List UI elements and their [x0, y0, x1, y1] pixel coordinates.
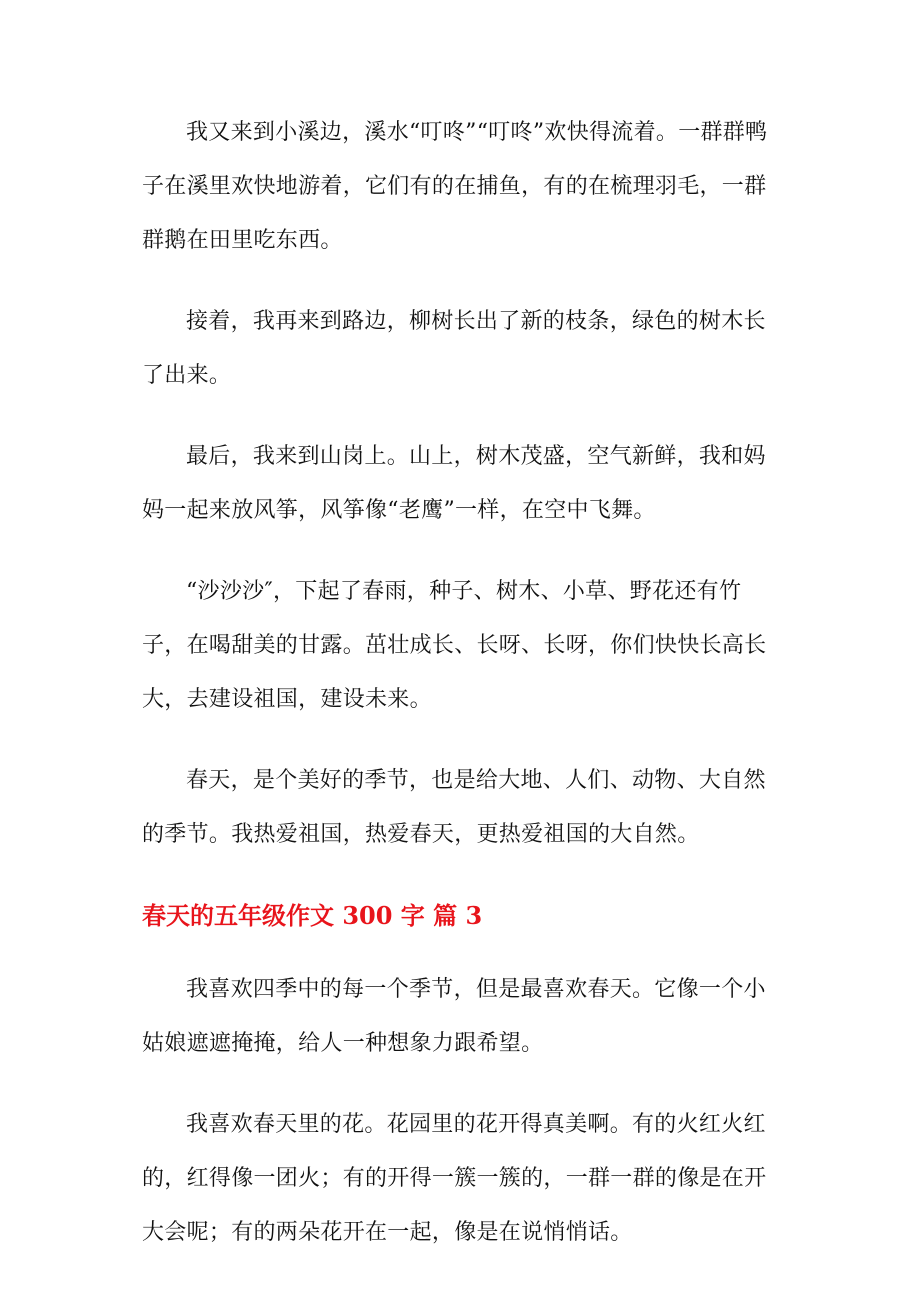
paragraph-hill: 最后，我来到山岗上。山上，树木茂盛，空气新鲜，我和妈妈一起来放风筝，风筝像“老鹰”一样，在空中飞舞。 [142, 444, 766, 523]
paragraph-flowers: 我喜欢春天里的花。花园里的花开得真美啊。有的火红火红的，红得像一团火；有的开得一簇一簇的，一群一群的像是在开大会呢；有的两朵花开在一起，像是在说悄悄话。 [142, 1112, 767, 1245]
document-page [142, 106, 778, 1287]
paragraph-stream: 我又来到小溪边，溪水“叮咚”“叮咚”欢快得流着。一群群鸭子在溪里欢快地游着，它们有的在捕鱼，有的在梳理羽毛，一群群鹅在田里吃东西。 [142, 120, 768, 253]
paragraph-spring-rain: “沙沙沙″，下起了春雨，种子、树木、小草、野花还有竹子，在喝甜美的甘露。茁壮成长、长呀、长呀，你们快快长高长大，去建设祖国，建设未来。 [142, 579, 767, 712]
section-heading: 春天的五年级作文 300 字 篇 3 [142, 901, 483, 930]
paragraph-conclusion: 春天，是个美好的季节，也是给大地、人们、动物、大自然的季节。我热爱祖国，热爱春天，更热爱祖国的大自然。 [142, 768, 766, 847]
paragraph-roadside: 接着，我再来到路边，柳树长出了新的枝条，绿色的树木长了出来。 [142, 309, 766, 388]
paragraph-seasons: 我喜欢四季中的每一个季节，但是最喜欢春天。它像一个小姑娘遮遮掩掩，给人一种想象力跟希望。 [142, 977, 766, 1056]
